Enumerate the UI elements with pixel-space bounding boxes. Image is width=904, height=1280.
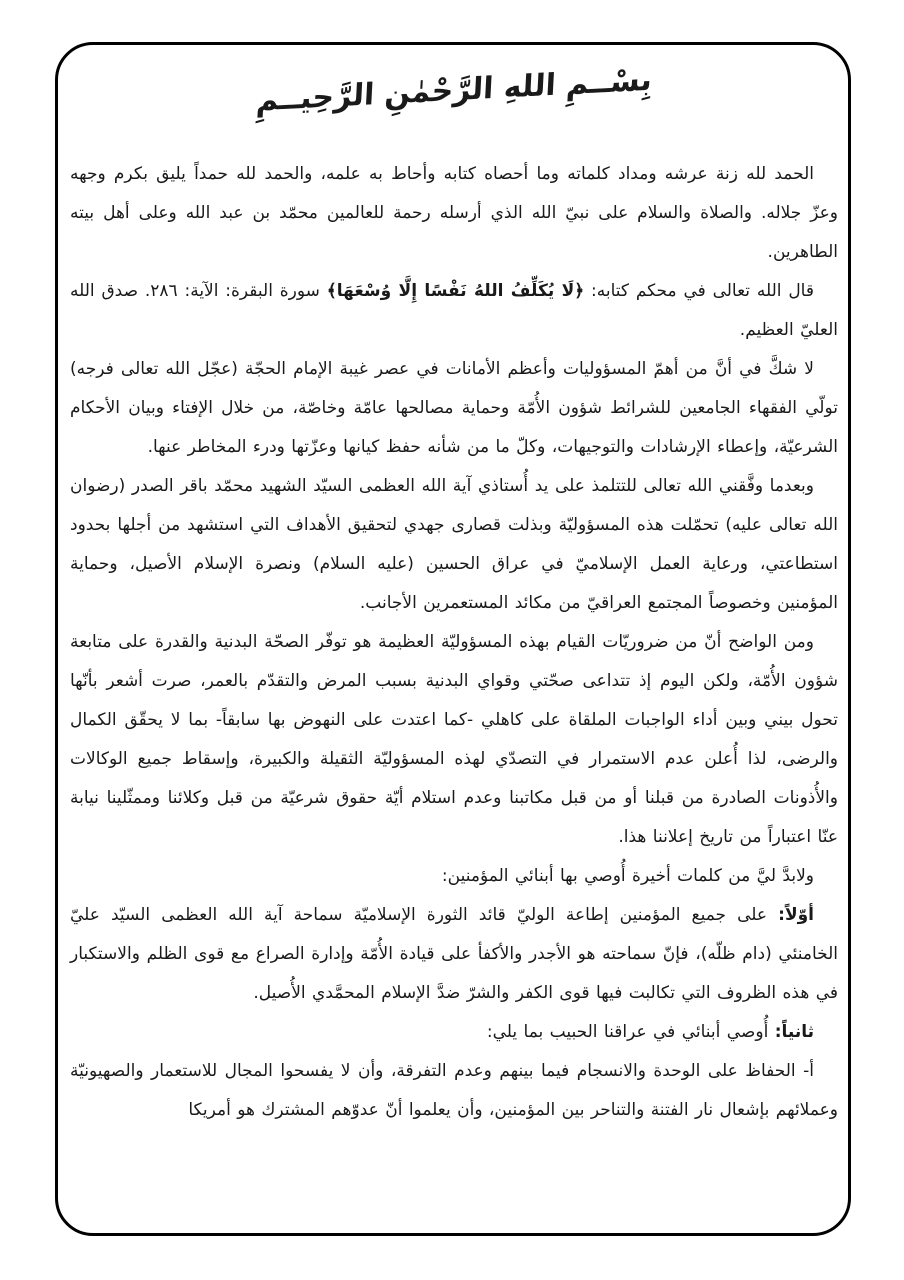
paragraph-segment: أُوصي أبنائي في عراقنا الحبيب بما يلي: [486, 1022, 775, 1042]
basmala-calligraphy [70, 62, 838, 151]
paragraph [70, 896, 838, 1013]
paragraph-segment: أ- الحفاظ على الوحدة والانسجام فيما بينهم وعدم التفرقة، وأن لا يفسحوا المجال للاستعمار والصهيونيّة وعملائهم بإشعال نار الفتنة والتناحر بين المؤمنين، وأن يعلموا أنّ عدوّهم المشترك هو أمريكا [70, 1061, 838, 1120]
paragraph-segment: قال الله تعالى في محكم كتابه: [584, 281, 814, 301]
paragraph-bold-segment: ﴿لَا يُكَلِّفُ اللهُ نَفْسًا إِلَّا وُسْعَهَا﴾ [326, 281, 585, 301]
paragraph [70, 155, 838, 272]
paragraph-bold-segment: ثانياً: [774, 1022, 814, 1042]
paragraph [70, 350, 838, 467]
paragraph-segment: ومن الواضح أنّ من ضروريّات القيام بهذه المسؤوليّة العظيمة هو توفّر الصحّة البدنية والقدرة على متابعة شؤون الأُمّة، ولكن اليوم إذ تتداعى صحّتي وقواي البدنية بسبب المرض والتقدّم بالعمر، صرت أشعر بأنّها تحول بيني وبين أداء الواجبات الملقاة على كاهلي -كما اعتدت على النهوض بها سابقاً- بما لا يحقّق الكمال والرضى، لذا أُعلن عدم الاستمرار في التصدّي لهذه المسؤوليّة الثقيلة والكبيرة، وإسقاط جميع الوكالات والأُذونات الصادرة من قبلنا أو من قبل مكاتبنا وعدم استلام أيّة حقوق شرعيّة من قبل وكلائنا وممثّلينا نيابة عنّا اعتباراً من تاريخ إعلاننا هذا. [70, 632, 838, 847]
document-border-frame [55, 42, 851, 1236]
paragraph-segment: الحمد لله زنة عرشه ومداد كلماته وما أحصاه كتابه وأحاط به علمه، والحمد لله حمداً يليق بكرم وجهه وعزّ جلاله. والصلاة والسلام على نبيّ الله الذي أرسله رحمة للعالمين محمّد بن عبد الله وعلى أهل بيته الطاهرين. [70, 164, 838, 262]
paragraph [70, 272, 838, 350]
paragraph-segment: ولابدَّ ليَّ من كلمات أخيرة أُوصي بها أبنائي المؤمنين: [441, 866, 814, 886]
paragraph-segment: سورة البقرة: الآية: ٢٨٦. صدق الله العليّ العظيم. [70, 281, 838, 340]
paragraph [70, 623, 838, 857]
paragraph [70, 857, 838, 896]
paragraph-segment: لا شكَّ في أنَّ من أهمّ المسؤوليات وأعظم الأمانات في عصر غيبة الإمام الحجّة (عجّل الله تعالى فرجه) تولّي الفقهاء الجامعين للشرائط شؤون الأُمّة وحماية مصالحها عامّة وخاصّة، من خلال الإفتاء وبيان الأحكام الشرعيّة، وإعطاء الإرشادات والتوجيهات، وكلّ ما من شأنه حفظ كيانها وعزّتها ودرء المخاطر عنها. [70, 359, 838, 457]
paragraph [70, 467, 838, 623]
paragraph [70, 1013, 838, 1052]
paragraph-segment: وبعدما وفَّقني الله تعالى للتتلمذ على يد أُستاذي آية الله العظمى السيّد الشهيد محمّد باقر الصدر (رضوان الله تعالى عليه) تحمّلت هذه المسؤوليّة وبذلت قصارى جهدي لتحقيق الأهداف التي استشهد من أجلها بحدود استطاعتي، ورعاية العمل الإسلاميّ في عراق الحسين (عليه السلام) ونصرة الإسلام الأصيل، وحماية المؤمنين وخصوصاً المجتمع العراقيّ من مكائد المستعمرين الأجانب. [70, 476, 838, 613]
paragraph-segment: على جميع المؤمنين إطاعة الوليّ قائد الثورة الإسلاميّة سماحة آية الله العظمى السيّد عليّ الخامنئي (دام ظلّه)، فإنّ سماحته هو الأجدر والأكفأ على قيادة الأُمّة وإدارة الصراع مع قوى الظلم والاستكبار في هذه الظروف التي تكالبت فيها قوى الكفر والشرّ ضدَّ الإسلام المحمَّدي الأُصيل. [70, 905, 838, 1003]
document-body [70, 155, 838, 1130]
paragraph-bold-segment: أوّلاً: [778, 905, 814, 925]
basmala-text: بِسْــمِ اللهِ الرَّحْمٰنِ الرَّحِيــمِ [255, 62, 653, 119]
paragraph [70, 1052, 838, 1130]
document-content [58, 45, 848, 1140]
